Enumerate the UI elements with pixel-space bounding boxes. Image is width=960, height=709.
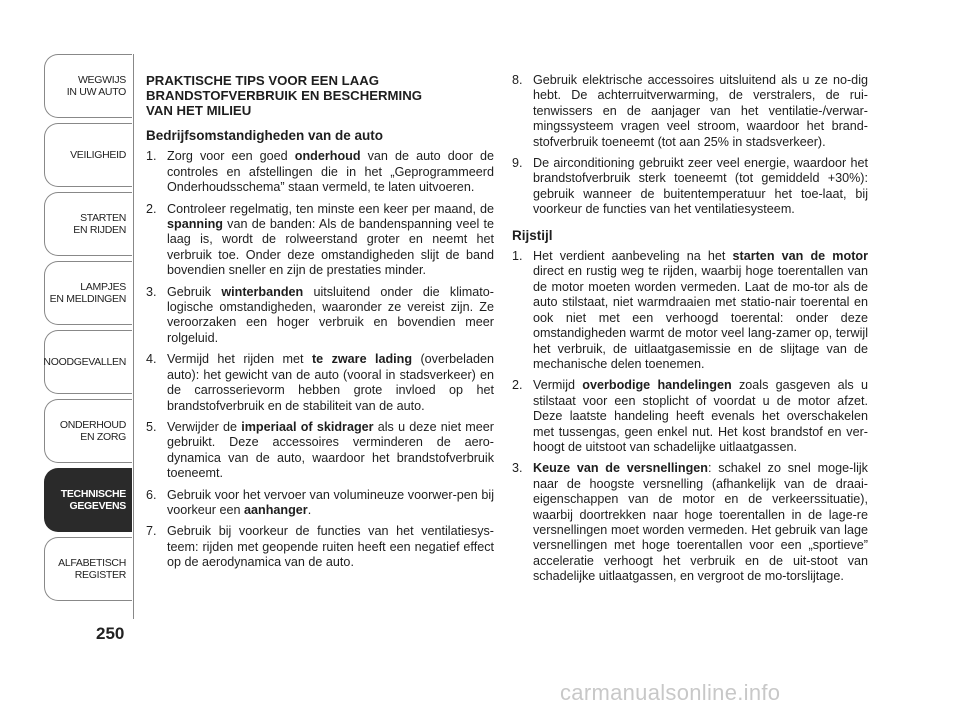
- list-item: [512, 73, 868, 150]
- item-text-end: : schakel zo snel moge-lijk naar de hoogste versnelling (afhankelijk van de draai-eigenschappen van de motor en de verkeerssituatie), waarbij doortrekken naar hoge toerentallen in de lage-re versnellingen moet worden vermeden. Het gebruik van lage versnellingen met hoge toerentallen voor een „sportieve” acceleratie verhoogt het verbruik en de uit-stoot van schadelijke uitlaatgassen, en vergroot de mo-torslijtage.: [533, 461, 868, 584]
- item-text-bold: te zware lading: [311, 352, 413, 367]
- item-text-start: Gebruik voor het vervoer van volumineuze voorwer-pen bij voorkeur een: [167, 487, 494, 517]
- item-text-start: Verwijder de: [167, 419, 242, 434]
- item-number: 2.: [512, 378, 523, 393]
- item-text-bold: starten van de motor: [732, 249, 868, 264]
- item-text: [533, 156, 868, 218]
- tab-wegwijs[interactable]: [44, 54, 132, 118]
- item-text: [533, 249, 868, 372]
- item-number: 6.: [146, 487, 157, 502]
- item-text: [167, 202, 494, 279]
- list-item: [146, 352, 494, 414]
- item-number: 9.: [512, 156, 523, 171]
- page-number: 250: [96, 624, 125, 643]
- left-column: [146, 73, 494, 577]
- tab-veiligheid[interactable]: [44, 123, 132, 187]
- tab-label: WEGWIJS IN UW AUTO: [66, 74, 126, 98]
- list-item: [512, 378, 868, 455]
- item-number: 3.: [512, 461, 523, 476]
- list-item: [512, 249, 868, 372]
- item-text-end: zoals gasgeven als u stilstaat voor een stoplicht of voordat u de motor afzet. Deze laatste handeling heeft evenals het overschakelen met tussengas, geen enkel nut. Het kost brandstof en ver-hoogt de uitstoot van schadelijke uitlaatgassen.: [533, 378, 868, 454]
- item-number: 5.: [146, 419, 157, 434]
- list-item: [512, 461, 868, 584]
- item-text-bold: onderhoud: [294, 149, 361, 164]
- item-text-end: .: [307, 502, 312, 517]
- tab-onderhoud[interactable]: [44, 399, 132, 463]
- list-item: [146, 149, 494, 195]
- item-text-end: van de banden: Als de bandenspanning veel te laag is, wordt de rolweerstand groter en neemt het verbruik toe. Onder deze omstandigheden slijt de band bovendien sneller en zijn de prestaties minder.: [167, 217, 494, 278]
- watermark: carmanualsonline.info: [560, 680, 781, 705]
- tab-lampjes[interactable]: [44, 261, 132, 325]
- list-item: [146, 285, 494, 347]
- tab-noodgevallen[interactable]: [44, 330, 132, 394]
- tab-label: VEILIGHEID: [70, 149, 126, 161]
- item-text-start: Het verdient aanbeveling na het: [533, 249, 733, 264]
- item-text-start: Gebruik: [167, 284, 222, 299]
- item-text-start: Controleer regelmatig, ten minste een keer per maand, de: [167, 201, 494, 216]
- item-text-bold: spanning: [167, 217, 223, 232]
- item-number: 7.: [146, 524, 157, 539]
- item-text-end: van de auto door de controles en afstellingen die in het „Geprogrammeerd Onderhoudsschema” staan vermeld, te laten uitvoeren.: [167, 149, 494, 195]
- item-text-end: (overbeladen auto): het gewicht van de auto (vooral in stadsverkeer) en de carrosserievorm hebben grote invloed op het brandstofverbruik en de stabiliteit van de auto.: [167, 352, 494, 413]
- tips-list-continued: [512, 73, 868, 218]
- item-text-end: als u deze niet meer gebruikt. Deze accessoires verminderen de aero-dynamica van de auto, waardoor het brandstofverbruik toeneemt.: [167, 419, 495, 481]
- item-text-start: Vermijd het rijden met: [167, 352, 312, 367]
- item-text-bold: winterbanden: [221, 284, 304, 299]
- list-item: [146, 488, 494, 519]
- item-text-start: De airconditioning gebruikt zeer veel energie, waardoor het brandstofverbruik sterk toeneemt (tot gemiddeld +30%): gebruik wanneer de buitentemperatuur het toe-laat, bij voorkeur de functies van het ventilatiesysteem.: [533, 156, 868, 217]
- item-text-bold: Keuze van de versnellingen: [533, 461, 708, 476]
- section-heading: Bedrijfsomstandigheden van de auto: [146, 128, 384, 143]
- item-text-end: direct en rustig weg te rijden, waarbij hoge toerentallen van de motor moeten worden vermeden. Laat de mo-tor als de auto stilstaat, niet warmdraaien met statio-nair toerental en ook niet met een verhoogd toerental: onder deze omstandigheden warmt de motor veel lang-zamer op, terwijl het verbruik, de uitlaatgasemissie en de slijtage van de mechanische delen toenemen.: [533, 264, 868, 371]
- tab-starten[interactable]: [44, 192, 132, 256]
- tab-label: STARTEN EN RIJDEN: [73, 212, 126, 236]
- item-text-bold: imperiaal of skidrager: [241, 419, 374, 434]
- item-text-start: Zorg voor een goed: [167, 149, 295, 164]
- item-text-bold: overbodige handelingen: [582, 378, 732, 393]
- tips-list: [146, 149, 494, 570]
- item-text: [533, 378, 868, 455]
- tab-label: ONDERHOUD EN ZORG: [59, 419, 126, 443]
- tab-divider: [133, 54, 134, 619]
- item-text: [167, 488, 494, 519]
- item-text: [167, 420, 494, 482]
- tab-label: TECHNISCHE GEGEVENS: [60, 488, 126, 512]
- item-number: 4.: [146, 352, 157, 367]
- rijstijl-list: [512, 249, 868, 585]
- item-text: [167, 285, 494, 347]
- item-text: [167, 524, 494, 570]
- item-number: 3.: [146, 284, 157, 299]
- item-text-bold: aanhanger: [244, 502, 308, 517]
- list-item: [512, 156, 868, 218]
- list-item: [146, 202, 494, 279]
- section-heading-rijstijl: Rijstijl: [512, 227, 553, 243]
- tab-technische-gegevens[interactable]: [44, 468, 132, 532]
- list-item: [146, 524, 494, 570]
- right-column: [512, 73, 868, 591]
- tab-label: ALFABETISCH REGISTER: [58, 557, 126, 581]
- item-number: 8.: [512, 73, 523, 87]
- list-item: [146, 420, 494, 482]
- item-text: [167, 352, 494, 414]
- item-text-start: Gebruik bij voorkeur de functies van het ventilatiesys-teem: rijden met geopende ruiten heeft een negatief effect op de aerodynamica van de auto.: [167, 524, 494, 570]
- item-number: 2.: [146, 201, 157, 216]
- tab-label: LAMPJES EN MELDINGEN: [49, 281, 126, 305]
- item-text-start: Gebruik elektrische accessoires uitsluitend als u ze no-dig hebt. De achterruitverwarming, de verstralers, de rui-tenwissers en de aanjager van het ventilatie-/verwar-mingssysteem vragen veel stroom, waardoor het brand-stofverbruik toeneemt (tot aan 25% in stadsverkeer).: [533, 73, 868, 149]
- tab-label: NOODGEVALLEN: [43, 356, 126, 368]
- item-text: [167, 149, 494, 195]
- page-title: PRAKTISCHE TIPS VOOR EEN LAAG BRANDSTOFVERBRUIK EN BESCHERMING VAN HET MILIEU: [146, 73, 422, 118]
- tab-alfabetisch-register[interactable]: [44, 537, 132, 601]
- item-number: 1.: [146, 149, 157, 164]
- item-number: 1.: [512, 249, 523, 264]
- item-text: [533, 73, 868, 150]
- item-text: [533, 461, 868, 584]
- item-text-start: Vermijd: [533, 378, 583, 393]
- item-text-end: uitsluitend onder die klimato-logische omstandigheden, waaronder ze vereist zijn. Ze veroorzaken een hoger verbruik en bovendien meer rolgeluid.: [167, 284, 494, 345]
